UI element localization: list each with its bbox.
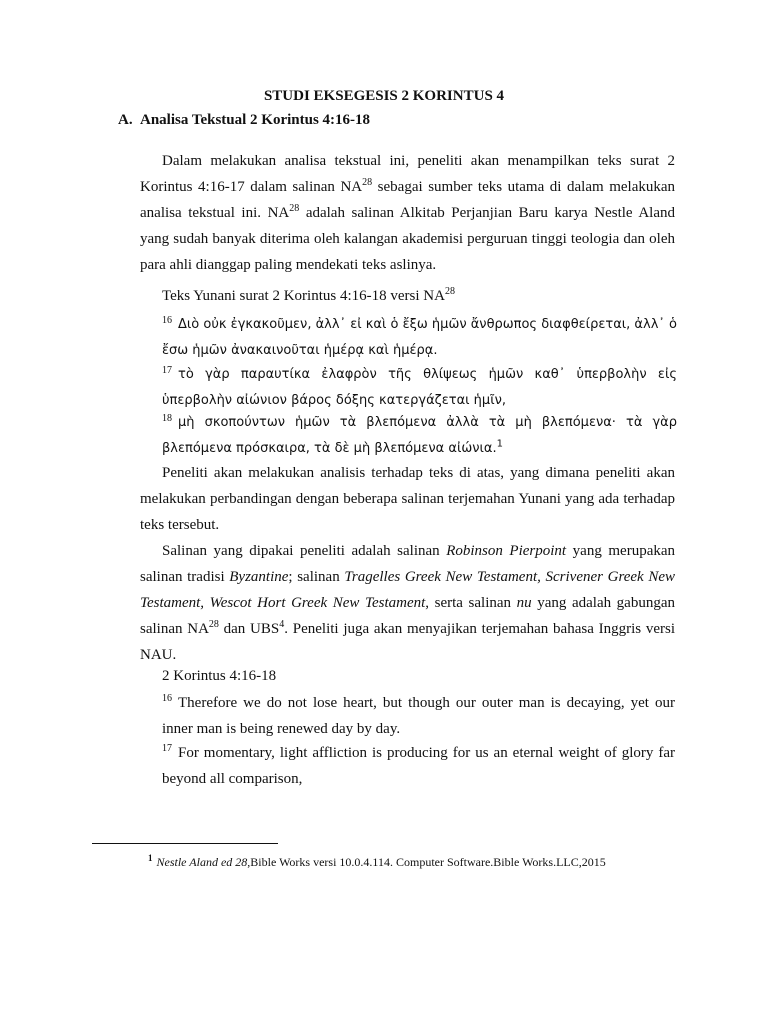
greek-text-heading: [162, 288, 455, 305]
greek-verse-18: [162, 410, 677, 462]
paragraph-salinan-text: ; salinan: [288, 569, 345, 585]
footnote-divider: [92, 843, 278, 844]
paragraph-salinan-text: yang adalah gabungan salinan NA: [140, 595, 675, 637]
paragraph-salinan: [140, 538, 675, 668]
paragraph-salinan-text: dan UBS: [218, 621, 280, 637]
footnote: [148, 855, 606, 870]
superscript-na28: 28: [362, 177, 373, 188]
verse-number: 16: [162, 693, 172, 704]
english-verse-17: [162, 740, 675, 792]
footnote-reference[interactable]: 1: [496, 438, 503, 450]
footnote-mark: 1: [148, 853, 153, 863]
english-verse-text: For momentary, light affliction is producing for us an eternal weight of glory far beyond all comparison,: [162, 745, 675, 787]
greek-heading-text: Teks Yunani surat 2 Korintus 4:16-18 versi NA: [162, 288, 445, 304]
page-title: STUDI EKSEGESIS 2 KORINTUS 4: [263, 88, 505, 104]
superscript-na28: 28: [444, 286, 455, 297]
greek-verse-17: [162, 362, 677, 414]
english-verse-16: [162, 690, 675, 742]
paragraph-intro-text-b: sebagai sumber teks utama di dalam melakukan analisa tekstual ini. NA: [140, 179, 676, 221]
superscript-na28: 28: [289, 203, 300, 214]
paragraph-analysis: Peneliti akan melakukan analisis terhadap teks di atas, yang dimana peneliti akan melakukan perbandingan dengan beberapa salinan terjemahan Yunani yang ada terhadap teks tersebut.: [140, 465, 675, 533]
section-letter: A.: [118, 112, 133, 128]
footnote-text: ,Bible Works versi 10.0.4.114. Computer Software.Bible Works.LLC,2015: [247, 855, 606, 869]
italic-nu: nu: [516, 595, 532, 611]
verse-number: 16: [162, 314, 172, 326]
paragraph-intro-text-c: adalah salinan Alkitab Perjanjian Baru karya Nestle Aland yang sudah banyak diterima oleh kalangan akademisi perguruan tinggi teologia dan oleh para ahli dianggap paling mendekati teks aslinya.: [140, 205, 675, 273]
paragraph-salinan-text: yang merupakan salinan tradisi: [140, 543, 676, 585]
footnote-source-title: Nestle Aland ed 28: [156, 855, 248, 869]
superscript-ubs4: 4: [279, 619, 285, 630]
verse-number: 17: [162, 364, 172, 376]
verse-number: 18: [162, 412, 172, 424]
greek-verse-text: μὴ σκοπούντων ἡμῶν τὰ βλεπόμενα ἀλλὰ τὰ μὴ βλεπόμενα· τὰ γὰρ βλεπόμενα πρόσκαιρα, τὰ δὲ μὴ βλεπόμενα αἰώνια.: [162, 415, 677, 456]
paragraph-intro-text-a: Dalam melakukan analisa tekstual ini, peneliti akan menampilkan teks surat 2 Korintus 4:16-17 dalam salinan NA: [140, 153, 675, 195]
paragraph-salinan-text: , serta salinan: [425, 595, 517, 611]
greek-verse-16: [162, 312, 677, 364]
english-heading: 2 Korintus 4:16-18: [162, 668, 277, 684]
paragraph-salinan-text: . Peneliti juga akan menyajikan terjemahan bahasa Inggris versi NAU.: [140, 621, 676, 663]
greek-verse-text: Διὸ οὐκ ἐγκακοῦμεν, ἀλλ᾽ εἰ καὶ ὁ ἔξω ἡμῶν ἄνθρωπος διαφθείρεται, ἀλλ᾽ ὁ ἔσω ἡμῶν ἀνακαινοῦται ἡμέρᾳ καὶ ἡμέρᾳ.: [162, 317, 677, 358]
superscript-na28: 28: [208, 619, 219, 630]
paragraph-intro: [140, 148, 675, 278]
italic-byzantine: Byzantine: [229, 569, 289, 585]
paragraph-salinan-text: Salinan yang dipakai peneliti adalah salinan: [162, 543, 447, 559]
verse-number: 17: [162, 743, 172, 754]
italic-greek-nt-list: Tragelles Greek New Testament, Scrivener Greek New Testament, Wescot Hort Greek New Testament: [140, 569, 676, 611]
english-verse-text: Therefore we do not lose heart, but though our outer man is decaying, yet our inner man is being renewed day by day.: [162, 695, 675, 737]
greek-verse-text: τὸ γὰρ παραυτίκα ἐλαφρὸν τῆς θλίψεως ἡμῶν καθ᾽ ὑπερβολὴν εἰς ὑπερβολὴν αἰώνιον βάρος δόξης κατεργάζεται ἡμῖν,: [162, 367, 677, 408]
section-title: Analisa Tekstual 2 Korintus 4:16-18: [140, 112, 371, 128]
section-heading: [118, 112, 370, 129]
italic-robinson-pierpoint: Robinson Pierpoint: [446, 543, 567, 559]
